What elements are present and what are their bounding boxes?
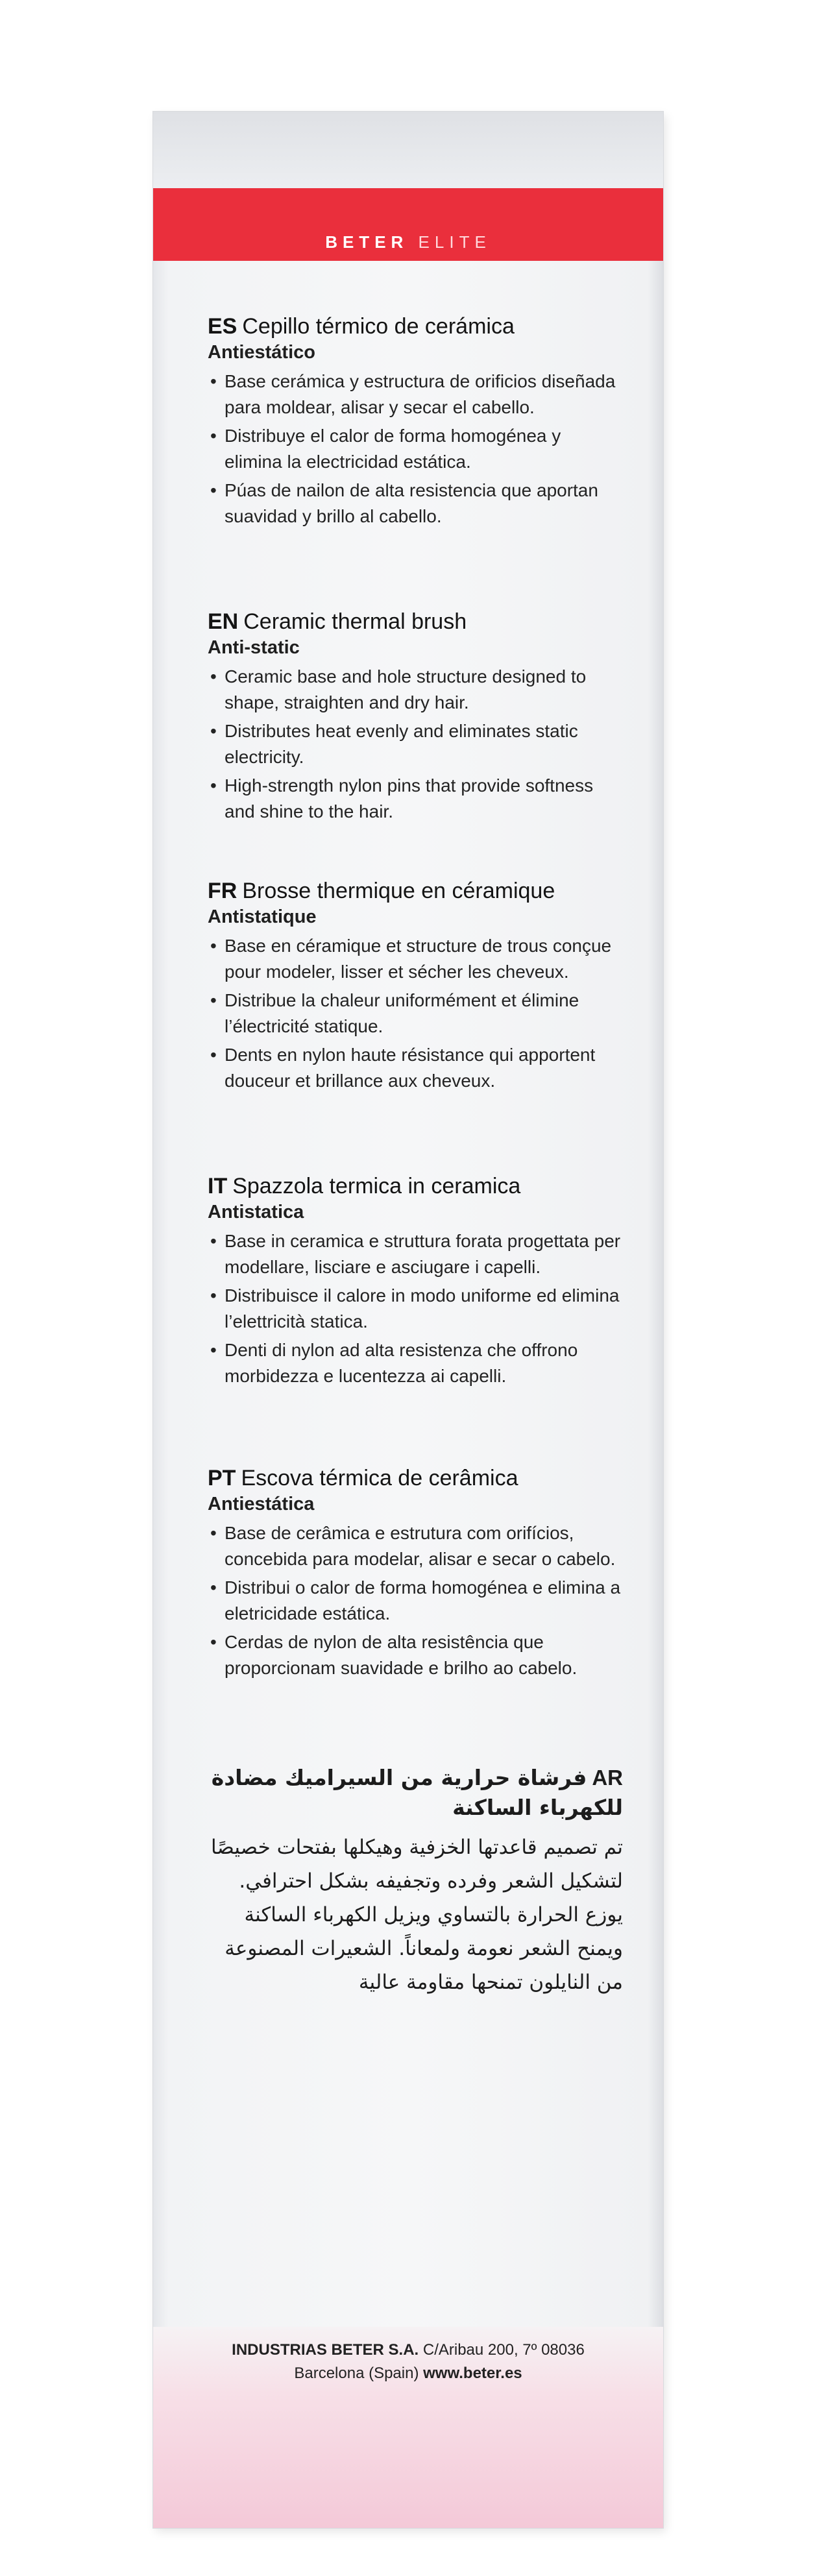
bullet-item: • Ceramic base and hole structure designed to shape, straighten and dry hair. (208, 664, 623, 716)
section-title (208, 608, 623, 635)
title-text: Ceramic thermal brush (243, 609, 467, 634)
section-ar (208, 1763, 623, 1999)
bullet-item: • Denti di nylon ad alta resistenza che offrono morbidezza e lucentezza ai capelli. (208, 1337, 623, 1389)
street-address: C/Aribau 200, 7º 08036 (422, 2341, 585, 2359)
address-line-1 (153, 2339, 663, 2362)
section-subtitle: Anti-static (208, 637, 300, 658)
language-code: PT (208, 1466, 236, 1490)
bullet-list (208, 933, 623, 1094)
bullet-item: • Base en céramique et structure de trous conçue pour modeler, lisser et sécher les cheveux. (208, 933, 623, 985)
section-subtitle: Antistatica (208, 1202, 304, 1222)
title-text: Cepillo térmico de cerámica (242, 314, 515, 339)
bullet-list (208, 369, 623, 529)
bullet-item: • Dents en nylon haute résistance qui apportent douceur et brillance aux cheveux. (208, 1042, 623, 1094)
section-title (208, 1173, 623, 1200)
section-pt (208, 1464, 623, 1684)
bullet-item: • Distribui o calor de forma homogénea e elimina a eletricidade estática. (208, 1575, 623, 1627)
bullet-list (208, 664, 623, 825)
title-text: Spazzola termica in ceramica (232, 1174, 521, 1198)
city: Barcelona (Spain) (294, 2364, 419, 2382)
bullet-item: • Distribuye el calor de forma homogénea y elimina la electricidad estática. (208, 423, 623, 475)
language-code: EN (208, 609, 239, 634)
bullet-item: • Púas de nailon de alta resistencia que aportan suavidad y brillo al cabello. (208, 478, 623, 529)
title-text: Escova térmica de cerâmica (241, 1466, 518, 1490)
title-text: فرشاة حرارية من السيراميك مضادة للكهرباء الساكنة (211, 1765, 623, 1820)
brand-name-part1: BETER (325, 232, 409, 252)
company-name: INDUSTRIAS BETER S.A. (232, 2341, 419, 2359)
bullet-item: • Base cerámica y estructura de orificios diseñada para moldear, alisar y secar el cabello. (208, 369, 623, 420)
brand-logo (153, 232, 663, 252)
address-line-2 (153, 2362, 663, 2385)
section-title (208, 1763, 623, 1823)
bullet-item: • Distribue la chaleur uniformément et élimine l’électricité statique. (208, 988, 623, 1039)
section-subtitle: Antiestático (208, 342, 315, 363)
bullet-item: • High-strength nylon pins that provide softness and shine to the hair. (208, 773, 623, 825)
section-body: تم تصميم قاعدتها الخزفية وهيكلها بفتحات خصيصًا لتشكيل الشعر وفرده وتجفيفه بشكل احترافي. يوزع الحرارة بالتساوي ويزيل الكهرباء الساكنة ويمنح الشعر نعومة ولمعاناً. الشعيرات المصنوعة من النايلون تمنحها مقاومة عالية (211, 1836, 623, 1994)
product-box (153, 112, 663, 2528)
bullet-item: • Base in ceramica e struttura forata progettata per modellare, lisciare e asciugare i capelli. (208, 1228, 623, 1280)
bullet-item: • Base de cerâmica e estrutura com orifícios, concebida para modelar, alisar e secar o cabelo. (208, 1520, 623, 1572)
bullet-item: • Distribuisce il calore in modo uniforme ed elimina l’elettricità statica. (208, 1283, 623, 1335)
section-subtitle: Antiestática (208, 1494, 315, 1514)
bullet-item: • Distributes heat evenly and eliminates static electricity. (208, 718, 623, 770)
language-code: FR (208, 879, 237, 903)
website: www.beter.es (423, 2364, 522, 2382)
company-address (153, 2339, 663, 2385)
box-top-flap (153, 112, 663, 189)
section-fr (208, 877, 623, 1097)
section-es (208, 313, 623, 532)
section-en (208, 608, 623, 827)
section-title (208, 313, 623, 340)
language-code: ES (208, 314, 237, 339)
section-title (208, 1464, 623, 1492)
language-code: IT (208, 1174, 228, 1198)
language-code: AR (592, 1766, 623, 1790)
bullet-list (208, 1520, 623, 1681)
bullet-list (208, 1228, 623, 1389)
section-subtitle: Antistatique (208, 906, 317, 927)
brand-name-part2: ELITE (418, 232, 491, 252)
section-it (208, 1173, 623, 1392)
bullet-item: • Cerdas de nylon de alta resistência que proporcionam suavidade e brilho ao cabelo. (208, 1629, 623, 1681)
title-text: Brosse thermique en céramique (242, 879, 555, 903)
section-title (208, 877, 623, 905)
